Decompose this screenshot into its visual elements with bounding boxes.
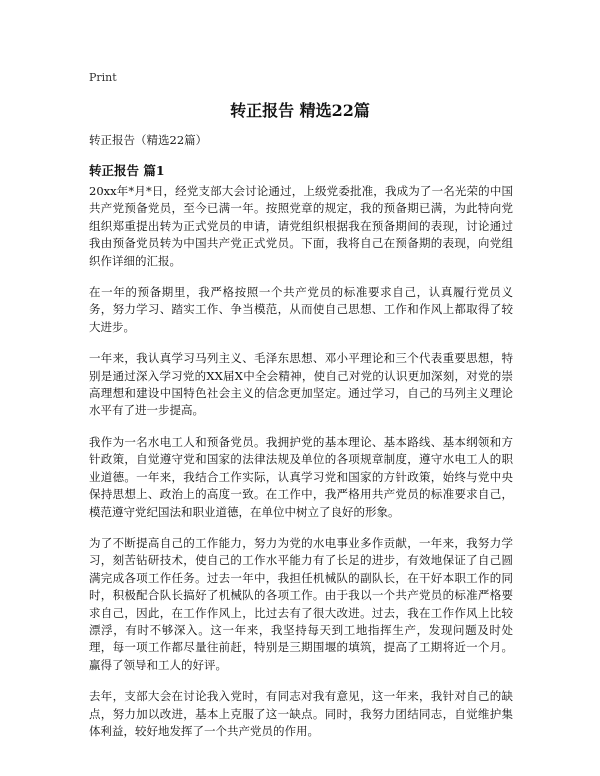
paragraph: 为了不断提高自己的工作能力，努力为党的水电事业多作贡献，一年来，我努力学习，刻苦钻研技术，使自己的工作水平能力有了长足的进步，有效地保证了自己圆满完成各项工作任务。过去一年中，我担任机械队的副队长，在干好本职工作的同时，积极配合队长搞好了机械队的各项工作。由于我以一个共产党员的标准严格要求自己，因此，在工作作风上，比过去有了很大改进。过去，我在工作作风上比较漂浮，有时不够深入。这一年来，我坚持每天到工地指挥生产，发现问题及时处理，每一项工作都尽量往前赶，特别是三期围堰的填筑，提高了工期将近一个月。赢得了领导和工人的好评。: [89, 535, 513, 672]
paragraph: 我作为一名水电工人和预备党员。我拥护党的基本理论、基本路线、基本纲领和方针政策，自觉遵守党和国家的法律法规及单位的各项规章制度，遵守水电工人的职业道德。一年来，我结合工作实际，认真学习党和国家的方针政策，始终与党中央保持思想上、政治上的高度一致。在工作中，我严格用共产党员的标准要求自己，模范遵守党纪国法和职业道德，在单位中树立了良好的形象。: [89, 434, 513, 519]
document-subtitle: 转正报告（精选22篇）: [89, 133, 208, 147]
paragraph: 在一年的预备期里，我严格按照一个共产党员的标准要求自己，认真履行党员义务，努力学习、踏实工作、争当模范，从而使自己思想、工作和作风上都取得了较大进步。: [89, 285, 513, 334]
document-title: 转正报告 精选22篇: [230, 101, 370, 120]
print-link[interactable]: Print: [89, 71, 117, 84]
paragraph: 20xx年*月*日，经党支部大会讨论通过，上级党委批准，我成为了一名光荣的中国共产党预备党员，至今已满一年。按照党章的规定，我的预备期已满，为此特向党组织郑重提出转为正式党员的申请，请党组织根据我在预备期间的表现，讨论通过我由预备党员转为中国共产党正式党员。下面，我将自己在预备期的表现，向党组织作详细的汇报。: [89, 184, 513, 268]
paragraph: 去年，支部大会在讨论我入党时，有同志对我有意见，这一年来，我针对自己的缺点，努力加以改进，基本上克服了这一缺点。同时，我努力团结同志，自觉维护集体利益，较好地发挥了一个共产党员的作用。: [89, 689, 513, 738]
section-heading: 转正报告 篇1: [89, 163, 165, 178]
document-body: [89, 183, 513, 754]
paragraph: 一年来，我认真学习马列主义、毛泽东思想、邓小平理论和三个代表重要思想，特别是通过深入学习党的XX届X中全会精神，使自己对党的认识更加深刻，对党的崇高理想和建设中国特色社会主义的信念更加坚定。通过学习，自己的马列主义理论水平有了进一步提高。: [89, 351, 513, 418]
